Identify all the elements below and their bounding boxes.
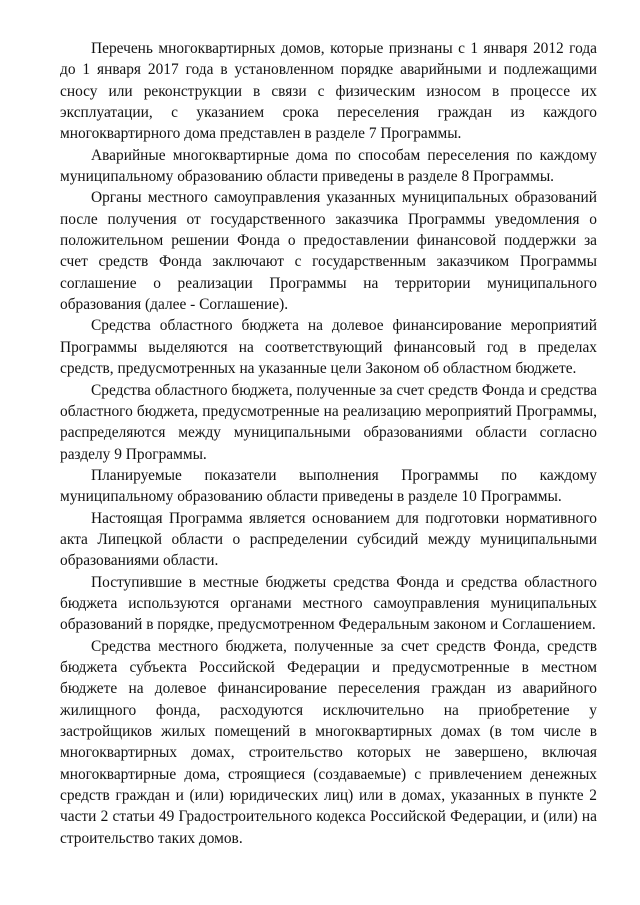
paragraph-planned-indicators: Планируемые показатели выполнения Программы по каждому муниципальному образованию области приведены в разделе 10 Программы.: [60, 466, 597, 506]
paragraph-budget-distribution: Средства областного бюджета, полученные за счет средств Фонда и средства областного бюджета, предусмотренные на реализацию мероприятий Программы, распределяются между муниципальными образованиями области согласно разделу 9 Программы.: [60, 381, 597, 463]
paragraph-local-budget-spending: Средства местного бюджета, полученные за счет средств Фонда, средств бюджета субъекта Российской Федерации и предусмотренные в местном бюджете на долевое финансирование переселения граждан из аварийного жилищного фонда, расходуются исключительно на приобретение у застройщиков жилых помещений в многоквартирных домах (в том числе в многоквартирных домах, строительство которых не завершено, включая многоквартирные дома, строящиеся (создаваемые) с привлечением денежных средств граждан и (или) юридических лиц) или в домах, указанных в пункте 2 части 2 статьи 49 Градостроительного кодекса Российской Федерации, и (или) на строительство таких домов.: [60, 637, 597, 847]
paragraph-funds-usage: Поступившие в местные бюджеты средства Фонда и средства областного бюджета используются органами местного самоуправления муниципальных образований в порядке, предусмотренном Федеральным законом и Соглашением.: [60, 573, 597, 634]
paragraph-regional-budget-cofinancing: Средства областного бюджета на долевое финансирование мероприятий Программы выделяются на соответствующий финансовый год в пределах средств, предусмотренных на указанные цели Законом об областном бюджете.: [60, 317, 597, 378]
document-page: [60, 38, 597, 849]
paragraph-program-basis: Настоящая Программа является основанием для подготовки нормативного акта Липецкой области о распределении субсидий между муниципальными образованиями области.: [60, 509, 597, 570]
paragraph-local-government-agreement: Органы местного самоуправления указанных муниципальных образований после получения от государственного заказчика Программы уведомления о положительном решении Фонда о предоставлении финансовой поддержки за счет средств Фонда заключают с государственным заказчиком Программы соглашение о реализации Программы на территории муниципального образования (далее - Соглашение).: [60, 189, 597, 314]
paragraph-emergency-houses-list: Перечень многоквартирных домов, которые признаны с 1 января 2012 года до 1 января 2017 года в установленном порядке аварийными и подлежащими сносу или реконструкции в связи с физическим износом в процессе их эксплуатации, с указанием срока переселения граждан из каждого многоквартирного дома представлен в разделе 7 Программы.: [60, 40, 597, 143]
paragraph-resettlement-methods: Аварийные многоквартирные дома по способам переселения по каждому муниципальному образованию области приведены в разделе 8 Программы.: [60, 146, 597, 186]
